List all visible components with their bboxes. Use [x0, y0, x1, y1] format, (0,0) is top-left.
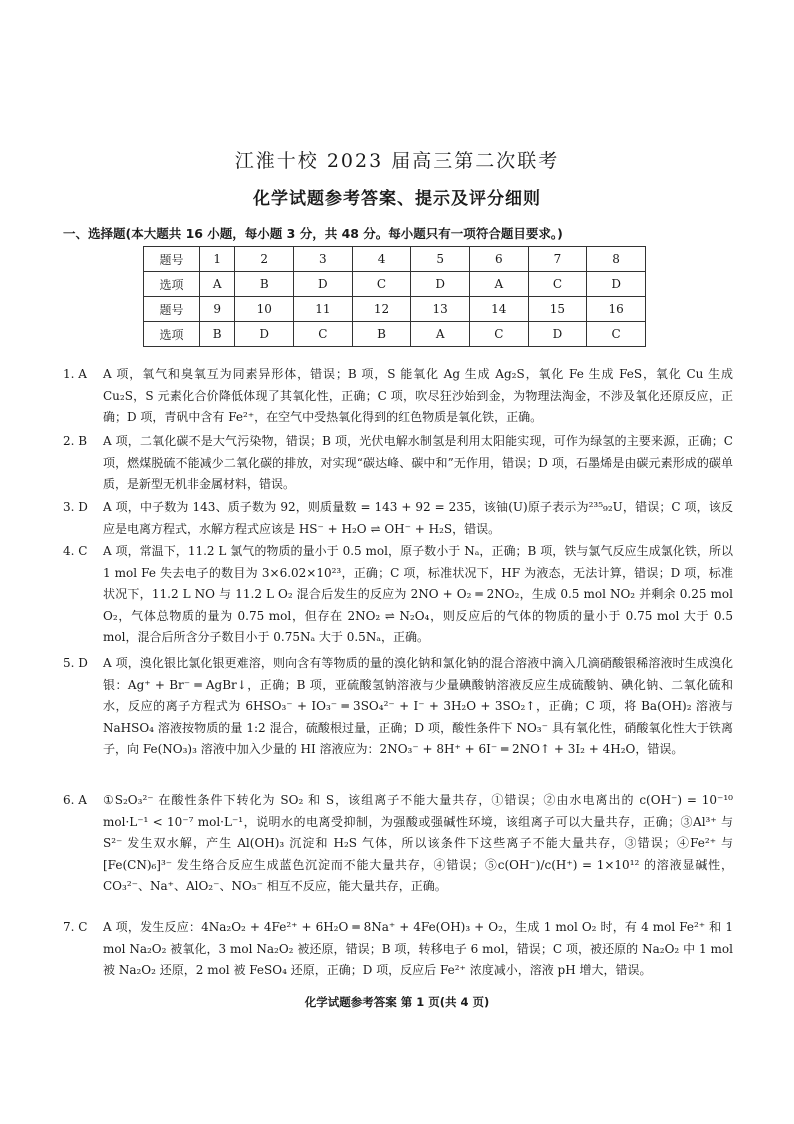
- row-label: 选项: [144, 272, 200, 297]
- explanation-number: 4. C: [63, 544, 88, 558]
- explanation-number: 1. A: [63, 367, 87, 381]
- table-cell: 12: [352, 297, 411, 322]
- table-cell: 11: [294, 297, 353, 322]
- page-footer: 化学试题参考答案 第 1 页(共 4 页): [304, 995, 490, 1009]
- explanation-item: [63, 364, 733, 429]
- table-cell: B: [200, 322, 235, 347]
- table-cell: 16: [587, 297, 646, 322]
- table-cell: 14: [469, 297, 528, 322]
- table-cell: D: [235, 322, 294, 347]
- table-cell: 10: [235, 297, 294, 322]
- table-cell: 7: [528, 247, 587, 272]
- table-cell: D: [411, 272, 470, 297]
- table-cell: D: [587, 272, 646, 297]
- exam-title: 江淮十校 2023 届高三第二次联考: [234, 150, 560, 172]
- table-cell: 13: [411, 297, 470, 322]
- table-cell: B: [235, 272, 294, 297]
- table-cell: 3: [294, 247, 353, 272]
- explanation-number: 3. D: [63, 500, 88, 514]
- table-cell: D: [528, 322, 587, 347]
- explanation-text: A 项，常温下，11.2 L 氯气的物质的量小于 0.5 mol，原子数小于 Nₐ，正确；B 项，铁与氯气反应生成氯化铁，所以 1 mol Fe 失去电子的数目为 3×6.02×10²³，正确；C 项，标准状况下，HF 为液态，无法计算，错误；D 项，标准状况下，11.2 L NO 与 11.2 L O₂ 混合后发生的反应为 2NO + O₂ ═ 2NO₂，生成 0.5 mol NO₂ 并剩余 0.25 mol O₂，气体总物质的量为 0.75 mol，但存在 2NO₂ ⇌ N₂O₄，则反应后的气体的物质的量小于 0.75 mol 大于 0.5 mol，混合后所含分子数目小于 0.75Nₐ 大于 0.5Nₐ，正确。: [103, 544, 733, 644]
- explanation-text: A 项，中子数为 143、质子数为 92，则质量数 = 143 + 92 = 235，该铀(U)原子表示为²³⁵₉₂U，错误；C 项，该反应是电离方程式，水解方程式应该是 HS⁻ + H₂O ⇌ OH⁻ + H₂S，错误。: [103, 500, 733, 536]
- table-cell: 8: [587, 247, 646, 272]
- table-cell: C: [469, 322, 528, 347]
- table-cell: 4: [352, 247, 411, 272]
- row-label: 选项: [144, 322, 200, 347]
- explanation-item: [63, 790, 733, 898]
- explanation-number: 5. D: [63, 656, 88, 670]
- section-heading: 一、选择题(本大题共 16 小题，每小题 3 分，共 48 分。每小题只有一项符合题目要求。): [63, 226, 563, 241]
- explanation-number: 2. B: [63, 434, 88, 448]
- answer-table: [143, 246, 646, 347]
- table-row: [144, 247, 646, 272]
- explanation-text: A 项，氧气和臭氧互为同素异形体，错误；B 项，S 能氧化 Ag 生成 Ag₂S，氧化 Fe 生成 FeS，氧化 Cu 生成 Cu₂S，S 元素化合价降低体现了其氧化性，正确；C 项，吹尽狂沙始到金，为物理法淘金，不涉及氧化还原反应，正确；D 项，青矾中含有 Fe²⁺，在空气中受热氧化得到的红色物质是氧化铁，正确。: [103, 367, 733, 424]
- table-row: [144, 297, 646, 322]
- table-row: [144, 272, 646, 297]
- explanation-text: ①S₂O₃²⁻ 在酸性条件下转化为 SO₂ 和 S，该组离子不能大量共存，①错误；②由水电离出的 c(OH⁻) = 10⁻¹⁰ mol·L⁻¹ < 10⁻⁷ mol·L⁻¹，说明水的电离受抑制，为强酸或强碱性环境，该组离子可以大量共存，正确；③Al³⁺ 与 S²⁻ 发生双水解，产生 Al(OH)₃ 沉淀和 H₂S 气体，所以该条件下这些离子不能大量共存，③错误；④Fe²⁺ 与 [Fe(CN)₆]³⁻ 发生络合反应生成蓝色沉淀而不能大量共存，④错误；⑤c(OH⁻)/c(H⁺) = 1×10¹² 的溶液显碱性，CO₃²⁻、Na⁺、AlO₂⁻、NO₃⁻ 相互不反应，能大量共存，正确。: [103, 793, 733, 893]
- explanation-number: 7. C: [63, 920, 88, 934]
- table-cell: A: [469, 272, 528, 297]
- table-cell: 15: [528, 297, 587, 322]
- table-row: [144, 322, 646, 347]
- table-cell: C: [352, 272, 411, 297]
- row-label: 题号: [144, 297, 200, 322]
- explanation-item: [63, 541, 733, 649]
- explanation-item: [63, 653, 733, 761]
- explanation-item: [63, 497, 733, 540]
- table-cell: 9: [200, 297, 235, 322]
- table-cell: A: [411, 322, 470, 347]
- explanation-item: [63, 431, 733, 496]
- table-cell: 5: [411, 247, 470, 272]
- table-cell: 6: [469, 247, 528, 272]
- explanation-number: 6. A: [63, 793, 87, 807]
- exam-subtitle: 化学试题参考答案、提示及评分细则: [253, 189, 541, 209]
- table-cell: A: [200, 272, 235, 297]
- table-cell: C: [587, 322, 646, 347]
- row-label: 题号: [144, 247, 200, 272]
- table-cell: B: [352, 322, 411, 347]
- table-cell: 2: [235, 247, 294, 272]
- explanation-text: A 项，二氧化碳不是大气污染物，错误；B 项，光伏电解水制氢是利用太阳能实现，可作为绿氢的主要来源，正确；C 项，燃煤脱硫不能减少二氧化碳的排放，对实现“碳达峰、碳中和”无作用，错误；D 项，石墨烯是由碳元素形成的碳单质，是新型无机非金属材料，错误。: [103, 434, 733, 491]
- explanation-text: A 项，溴化银比氯化银更难溶，则向含有等物质的量的溴化钠和氯化钠的混合溶液中滴入几滴硝酸银稀溶液时生成溴化银：Ag⁺ + Br⁻ ═ AgBr↓，正确；B 项，亚硫酸氢钠溶液与少量碘酸钠溶液反应生成硫酸钠、碘化钠、二氧化硫和水，反应的离子方程式为 6HSO₃⁻ + IO₃⁻ ═ 3SO₄²⁻ + I⁻ + 3H₂O + 3SO₂↑，正确；C 项，将 Ba(OH)₂ 溶液与 NaHSO₄ 溶液按物质的量 1:2 混合，硫酸根过量，正确；D 项，酸性条件下 NO₃⁻ 具有氧化性，硝酸氧化性大于铁离子，向 Fe(NO₃)₃ 溶液中加入少量的 HI 溶液应为：2NO₃⁻ + 8H⁺ + 6I⁻ ═ 2NO↑ + 3I₂ + 4H₂O，错误。: [103, 656, 733, 756]
- table-cell: C: [294, 322, 353, 347]
- table-cell: 1: [200, 247, 235, 272]
- explanation-text: A 项，发生反应：4Na₂O₂ + 4Fe²⁺ + 6H₂O ═ 8Na⁺ + 4Fe(OH)₃ + O₂，生成 1 mol O₂ 时，有 4 mol Fe²⁺ 和 1 mol Na₂O₂ 被氧化，3 mol Na₂O₂ 被还原，错误；B 项，转移电子 6 mol，错误；C 项，被还原的 Na₂O₂ 中 1 mol 被 Na₂O₂ 还原，2 mol 被 FeSO₄ 还原，正确；D 项，反应后 Fe²⁺ 浓度减小，溶液 pH 增大，错误。: [103, 920, 733, 977]
- explanation-item: [63, 917, 733, 982]
- table-cell: D: [294, 272, 353, 297]
- table-cell: C: [528, 272, 587, 297]
